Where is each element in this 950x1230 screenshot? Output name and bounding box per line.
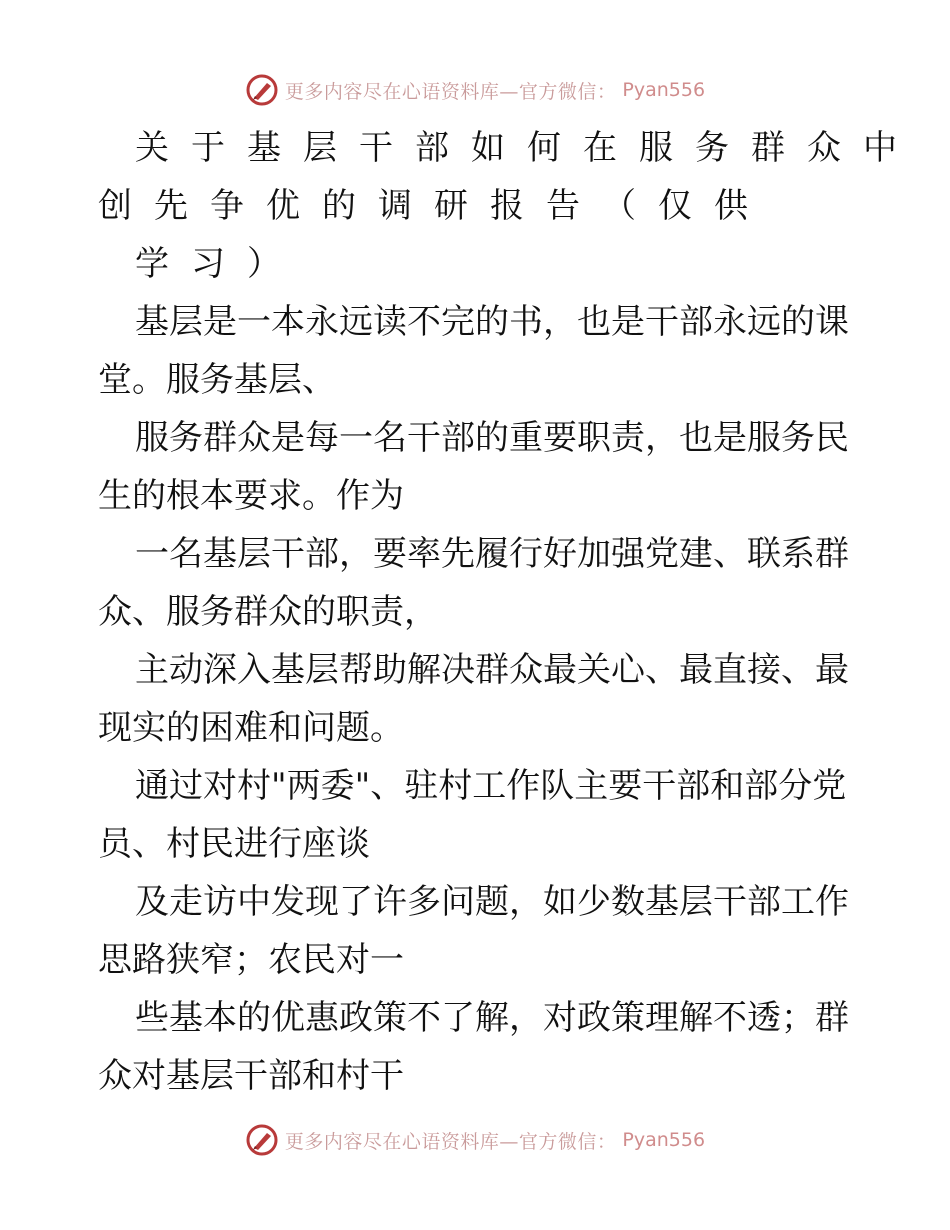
paragraph-3-line-1: 一名基层干部，要率先履行好加强党建、联系群 — [135, 534, 849, 574]
watermark-wechat-id: Pyan556 — [622, 79, 706, 101]
pen-logo-icon — [245, 73, 279, 107]
paragraph-7-line-1: 些基本的优惠政策不了解，对政策理解不透；群 — [135, 998, 849, 1038]
paragraph-5-line-2: 员、村民进行座谈 — [98, 824, 370, 864]
document-title-line-1: 关于基层干部如何在服务群众中 — [135, 128, 919, 168]
paragraph-4-line-1: 主动深入基层帮助解决群众最关心、最直接、最 — [135, 650, 849, 690]
watermark-text: 更多内容尽在心语资料库—官方微信： — [284, 80, 617, 103]
watermark-text: 更多内容尽在心语资料库—官方微信： — [284, 1130, 617, 1153]
paragraph-1-line-1: 基层是一本永远读不完的书，也是干部永远的课 — [135, 302, 849, 342]
paragraph-4-line-2: 现实的困难和问题。 — [98, 708, 404, 748]
paragraph-6-line-2: 思路狭窄；农民对一 — [98, 940, 404, 980]
paragraph-7-line-2: 众对基层干部和村干 — [98, 1056, 404, 1096]
document-title-line-2: 创先争优的调研报告（仅供 — [98, 186, 770, 226]
header-watermark — [0, 70, 950, 110]
paragraph-6-line-1: 及走访中发现了许多问题，如少数基层干部工作 — [135, 882, 849, 922]
paragraph-5-line-1: 通过对村"两委"、驻村工作队主要干部和部分党 — [135, 766, 847, 806]
watermark-wechat-id: Pyan556 — [622, 1129, 706, 1151]
paragraph-2-line-2: 生的根本要求。作为 — [98, 476, 404, 516]
pen-logo-icon — [245, 1123, 279, 1157]
footer-watermark — [0, 1120, 950, 1160]
document-title-line-3: 学习） — [135, 244, 303, 284]
paragraph-2-line-1: 服务群众是每一名干部的重要职责，也是服务民 — [135, 418, 849, 458]
paragraph-1-line-2: 堂。服务基层、 — [98, 360, 336, 400]
paragraph-3-line-2: 众、服务群众的职责， — [98, 592, 438, 632]
